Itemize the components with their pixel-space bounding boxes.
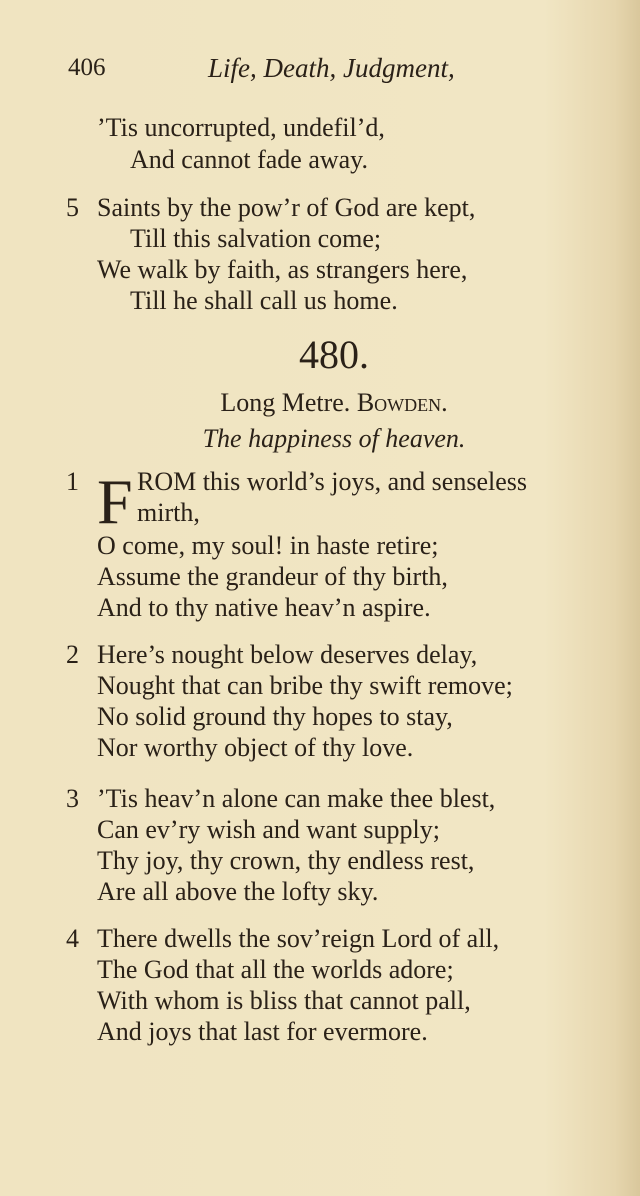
verse-line: Nought that can bribe thy swift remove; xyxy=(97,671,513,700)
verse-line: Till he shall call us home. xyxy=(130,286,398,315)
verse-line: And cannot fade away. xyxy=(130,145,368,174)
verse-line: ’Tis uncorrupted, undefil’d, xyxy=(97,113,385,142)
stanza-number: 5 xyxy=(66,193,79,222)
verse-line: The God that all the worlds adore; xyxy=(97,955,454,984)
verse-line: No solid ground thy hopes to stay, xyxy=(97,702,453,731)
verse-line: ’Tis heav’n alone can make thee blest, xyxy=(97,784,496,813)
running-title: Life, Death, Judgment, xyxy=(208,53,455,83)
verse-line: Saints by the pow’r of God are kept, xyxy=(97,193,476,222)
verse-line: Thy joy, thy crown, thy endless rest, xyxy=(97,846,475,875)
verse-line: And to thy native heav’n aspire. xyxy=(97,593,431,622)
hymn-meter xyxy=(14,388,640,418)
verse-line: Here’s nought below deserves delay, xyxy=(97,640,478,669)
verse-line: And joys that last for evermore. xyxy=(97,1017,428,1046)
stanza-number: 1 xyxy=(66,467,79,496)
verse-line: O come, my soul! in haste retire; xyxy=(97,531,439,560)
meter: Long Metre. xyxy=(220,388,351,417)
verse-line: Assume the grandeur of thy birth, xyxy=(97,562,448,591)
tune-name: Bowden. xyxy=(356,388,448,417)
stanza-number: 3 xyxy=(66,784,79,813)
stanza-number: 4 xyxy=(66,924,79,953)
verse-line: There dwells the sov’reign Lord of all, xyxy=(97,924,500,953)
drop-cap: F xyxy=(97,466,133,537)
verse-line: ROM this world’s joys, and senseless xyxy=(137,467,527,496)
verse-line: Can ev’ry wish and want supply; xyxy=(97,815,441,844)
verse-line: Are all above the lofty sky. xyxy=(97,877,379,906)
verse-line: With whom is bliss that cannot pall, xyxy=(97,986,471,1015)
stanza-number: 2 xyxy=(66,640,79,669)
verse-line: mirth, xyxy=(137,498,200,527)
verse-line: Till this salvation come; xyxy=(130,224,382,253)
page-number: 406 xyxy=(68,54,106,81)
verse-line: We walk by faith, as strangers here, xyxy=(97,255,468,284)
hymn-number: 480. xyxy=(299,332,369,377)
verse-line: Nor worthy object of thy love. xyxy=(97,733,414,762)
hymn-title: The happiness of heaven. xyxy=(202,424,466,453)
